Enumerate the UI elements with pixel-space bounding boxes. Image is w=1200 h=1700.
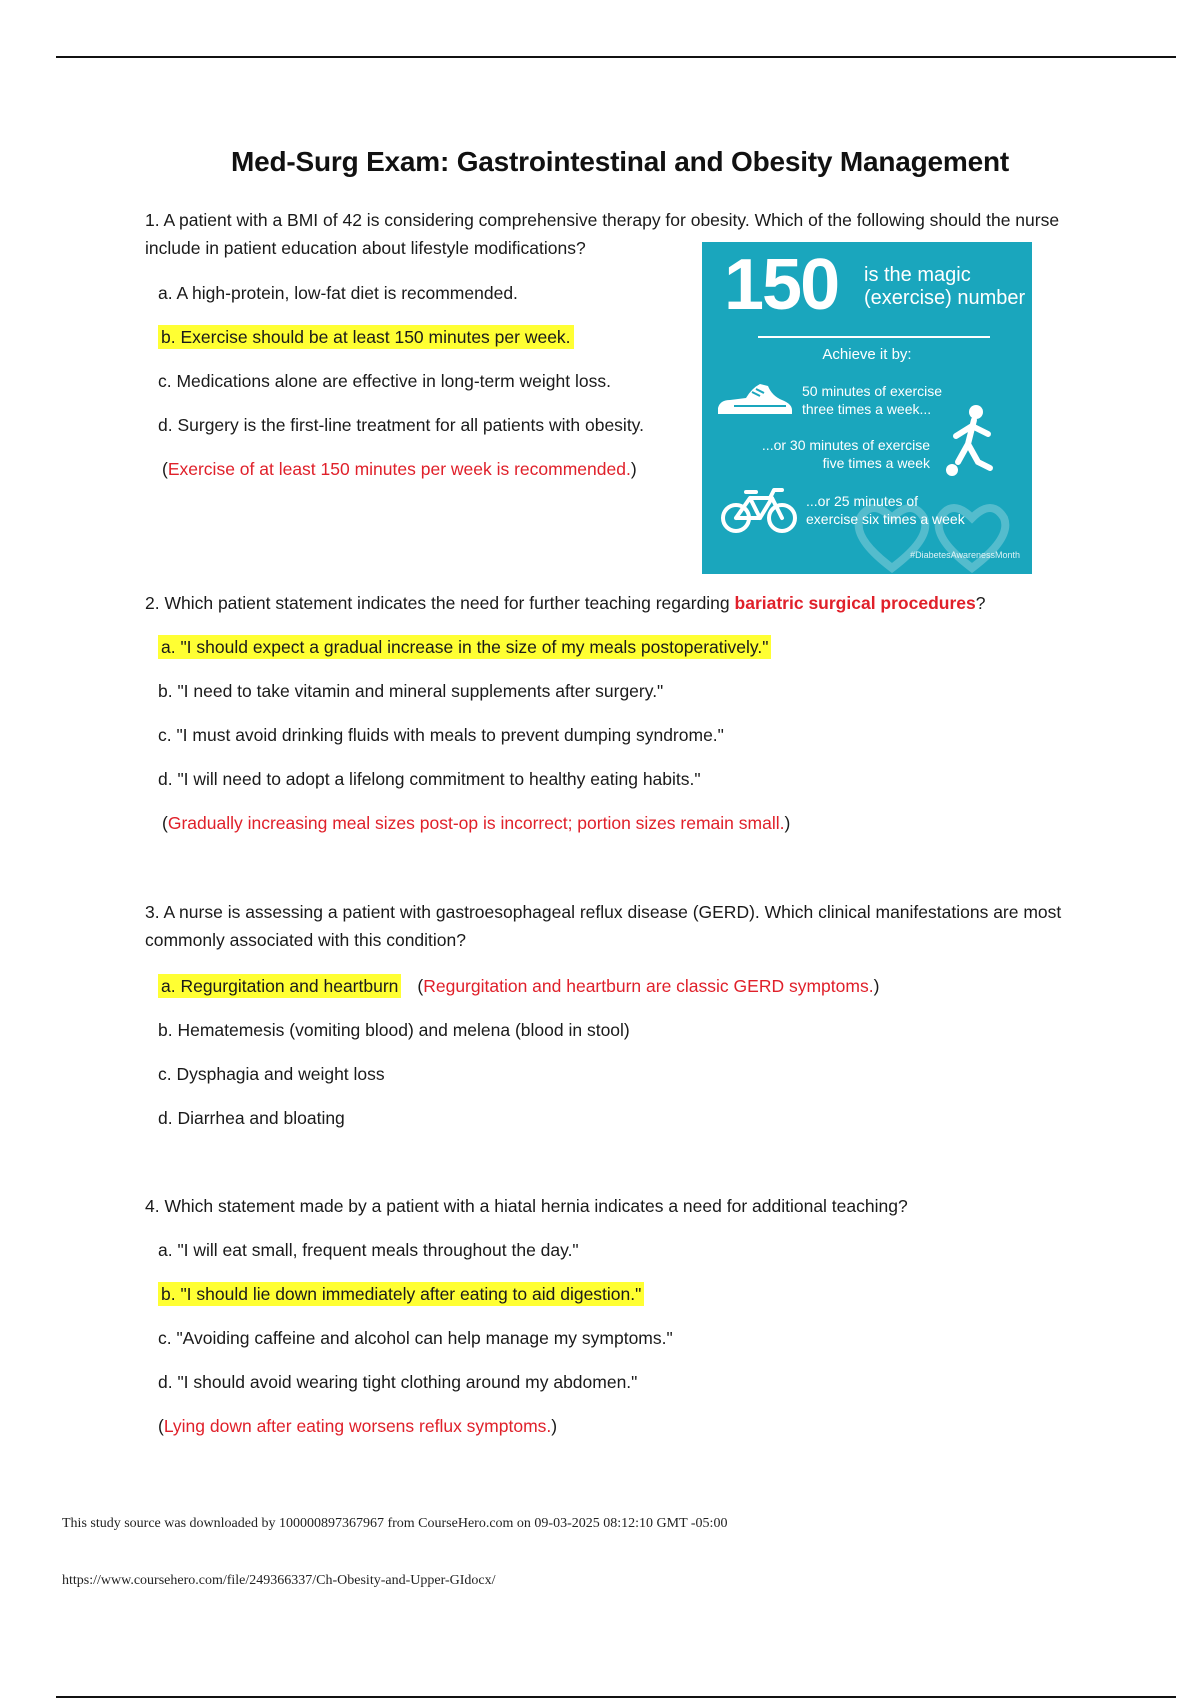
infographic-hashtag: #DiabetesAwarenessMonth bbox=[910, 550, 1020, 560]
infographic-magic-line2: (exercise) number bbox=[864, 287, 1026, 309]
infographic-option-3-line1: ...or 25 minutes of bbox=[806, 493, 919, 509]
q1-rationale: (Exercise of at least 150 minutes per week is recommended.) bbox=[162, 459, 637, 479]
q4-option-c: c. "Avoiding caffeine and alcohol can help manage my symptoms." bbox=[158, 1328, 673, 1348]
question-1-stem: 1. A patient with a BMI of 42 is considering comprehensive therapy for obesity. Which of the following should the nurse include in patient education about lifestyle modifications? bbox=[145, 210, 1060, 258]
q2-option-a bbox=[158, 634, 771, 660]
q1-rationale-text: Exercise of at least 150 minutes per week is recommended. bbox=[167, 459, 631, 479]
infographic-option-1-line2: three times a week... bbox=[802, 401, 932, 417]
download-note: This study source was downloaded by 100000897367967 from CourseHero.com on 09-03-2025 08:12:10 GMT -05:00 bbox=[62, 1516, 728, 1531]
q4-rationale: (Lying down after eating worsens reflux symptoms.) bbox=[158, 1416, 558, 1436]
q4-option-b-highlight: b. "I should lie down immediately after eating to aid digestion." bbox=[158, 1282, 644, 1306]
soccer-player-icon bbox=[942, 404, 1004, 484]
q3-option-d: d. Diarrhea and bloating bbox=[158, 1108, 345, 1128]
q3-option-c: c. Dysphagia and weight loss bbox=[158, 1064, 385, 1084]
q4-option-d: d. "I should avoid wearing tight clothing around my abdomen." bbox=[158, 1372, 638, 1392]
page-title: Med-Surg Exam: Gastrointestinal and Obesity Management bbox=[230, 146, 1010, 177]
q4-rationale-text: Lying down after eating worsens reflux symptoms. bbox=[163, 1416, 552, 1436]
bottom-rule bbox=[56, 1696, 1176, 1698]
q1-option-b bbox=[158, 324, 574, 350]
infographic-option-1-line1: 50 minutes of exercise bbox=[802, 383, 943, 399]
q2-stem-emphasis: bariatric surgical procedures bbox=[734, 593, 976, 613]
infographic-option-2-line2: five times a week bbox=[822, 455, 930, 471]
q2-rationale-text: Gradually increasing meal sizes post-op is incorrect; portion sizes remain small. bbox=[167, 813, 785, 833]
q4-option-a: a. "I will eat small, frequent meals throughout the day." bbox=[158, 1240, 579, 1260]
infographic-option-1 bbox=[802, 382, 942, 418]
q3-option-a-highlight: a. Regurgitation and heartburn bbox=[158, 974, 401, 998]
q3-rationale-text: Regurgitation and heartburn are classic GERD symptoms. bbox=[423, 976, 874, 996]
top-rule bbox=[56, 56, 1176, 58]
q2-option-c: c. "I must avoid drinking fluids with meals to prevent dumping syndrome." bbox=[158, 725, 724, 745]
sneaker-icon bbox=[716, 378, 794, 418]
question-4-stem: 4. Which statement made by a patient with a hiatal hernia indicates a need for additional teaching? bbox=[145, 1196, 908, 1216]
source-url[interactable]: https://www.coursehero.com/file/249366337/Ch-Obesity-and-Upper-GIdocx/ bbox=[62, 1573, 496, 1588]
bicycle-icon bbox=[720, 484, 800, 536]
infographic-option-2 bbox=[760, 436, 930, 472]
q3-option-b: b. Hematemesis (vomiting blood) and melena (blood in stool) bbox=[158, 1020, 630, 1040]
q3-option-a: a. Regurgitation and heartburn (Regurgitation and heartburn are classic GERD symptoms.) bbox=[158, 973, 879, 999]
q1-option-a: a. A high-protein, low-fat diet is recommended. bbox=[158, 283, 518, 303]
q2-rationale: (Gradually increasing meal sizes post-op is incorrect; portion sizes remain small.) bbox=[162, 813, 791, 833]
question-2-stem bbox=[145, 589, 985, 617]
infographic-magic-line1: is the magic bbox=[864, 264, 971, 286]
infographic-big-number: 150 bbox=[724, 245, 839, 325]
q1-option-d: d. Surgery is the first-line treatment for all patients with obesity. bbox=[158, 415, 644, 435]
infographic-option-3-line2: exercise six times a week bbox=[806, 511, 965, 527]
exercise-infographic bbox=[702, 242, 1032, 574]
q1-option-c: c. Medications alone are effective in long-term weight loss. bbox=[158, 371, 611, 391]
infographic-divider bbox=[758, 336, 990, 338]
infographic-achieve: Achieve it by: bbox=[822, 346, 912, 363]
heart-watermark-icon bbox=[852, 498, 1032, 574]
q1-option-b-highlight: b. Exercise should be at least 150 minutes per week. bbox=[158, 325, 574, 349]
q2-option-a-highlight: a. "I should expect a gradual increase in the size of my meals postoperatively." bbox=[158, 635, 771, 659]
q4-option-b bbox=[158, 1281, 644, 1307]
infographic-option-2-line1: ...or 30 minutes of exercise bbox=[761, 437, 930, 453]
question-3-stem: 3. A nurse is assessing a patient with gastroesophageal reflux disease (GERD). Which clinical manifestations are most commonly associated with this condition? bbox=[145, 902, 1062, 950]
q2-stem-suffix: ? bbox=[975, 593, 986, 613]
q2-option-b: b. "I need to take vitamin and mineral supplements after surgery." bbox=[158, 681, 664, 701]
q2-option-d: d. "I will need to adopt a lifelong commitment to healthy eating habits." bbox=[158, 769, 701, 789]
infographic-magic-text bbox=[864, 264, 1025, 310]
q2-stem-prefix: 2. Which patient statement indicates the need for further teaching regarding bbox=[145, 593, 735, 613]
